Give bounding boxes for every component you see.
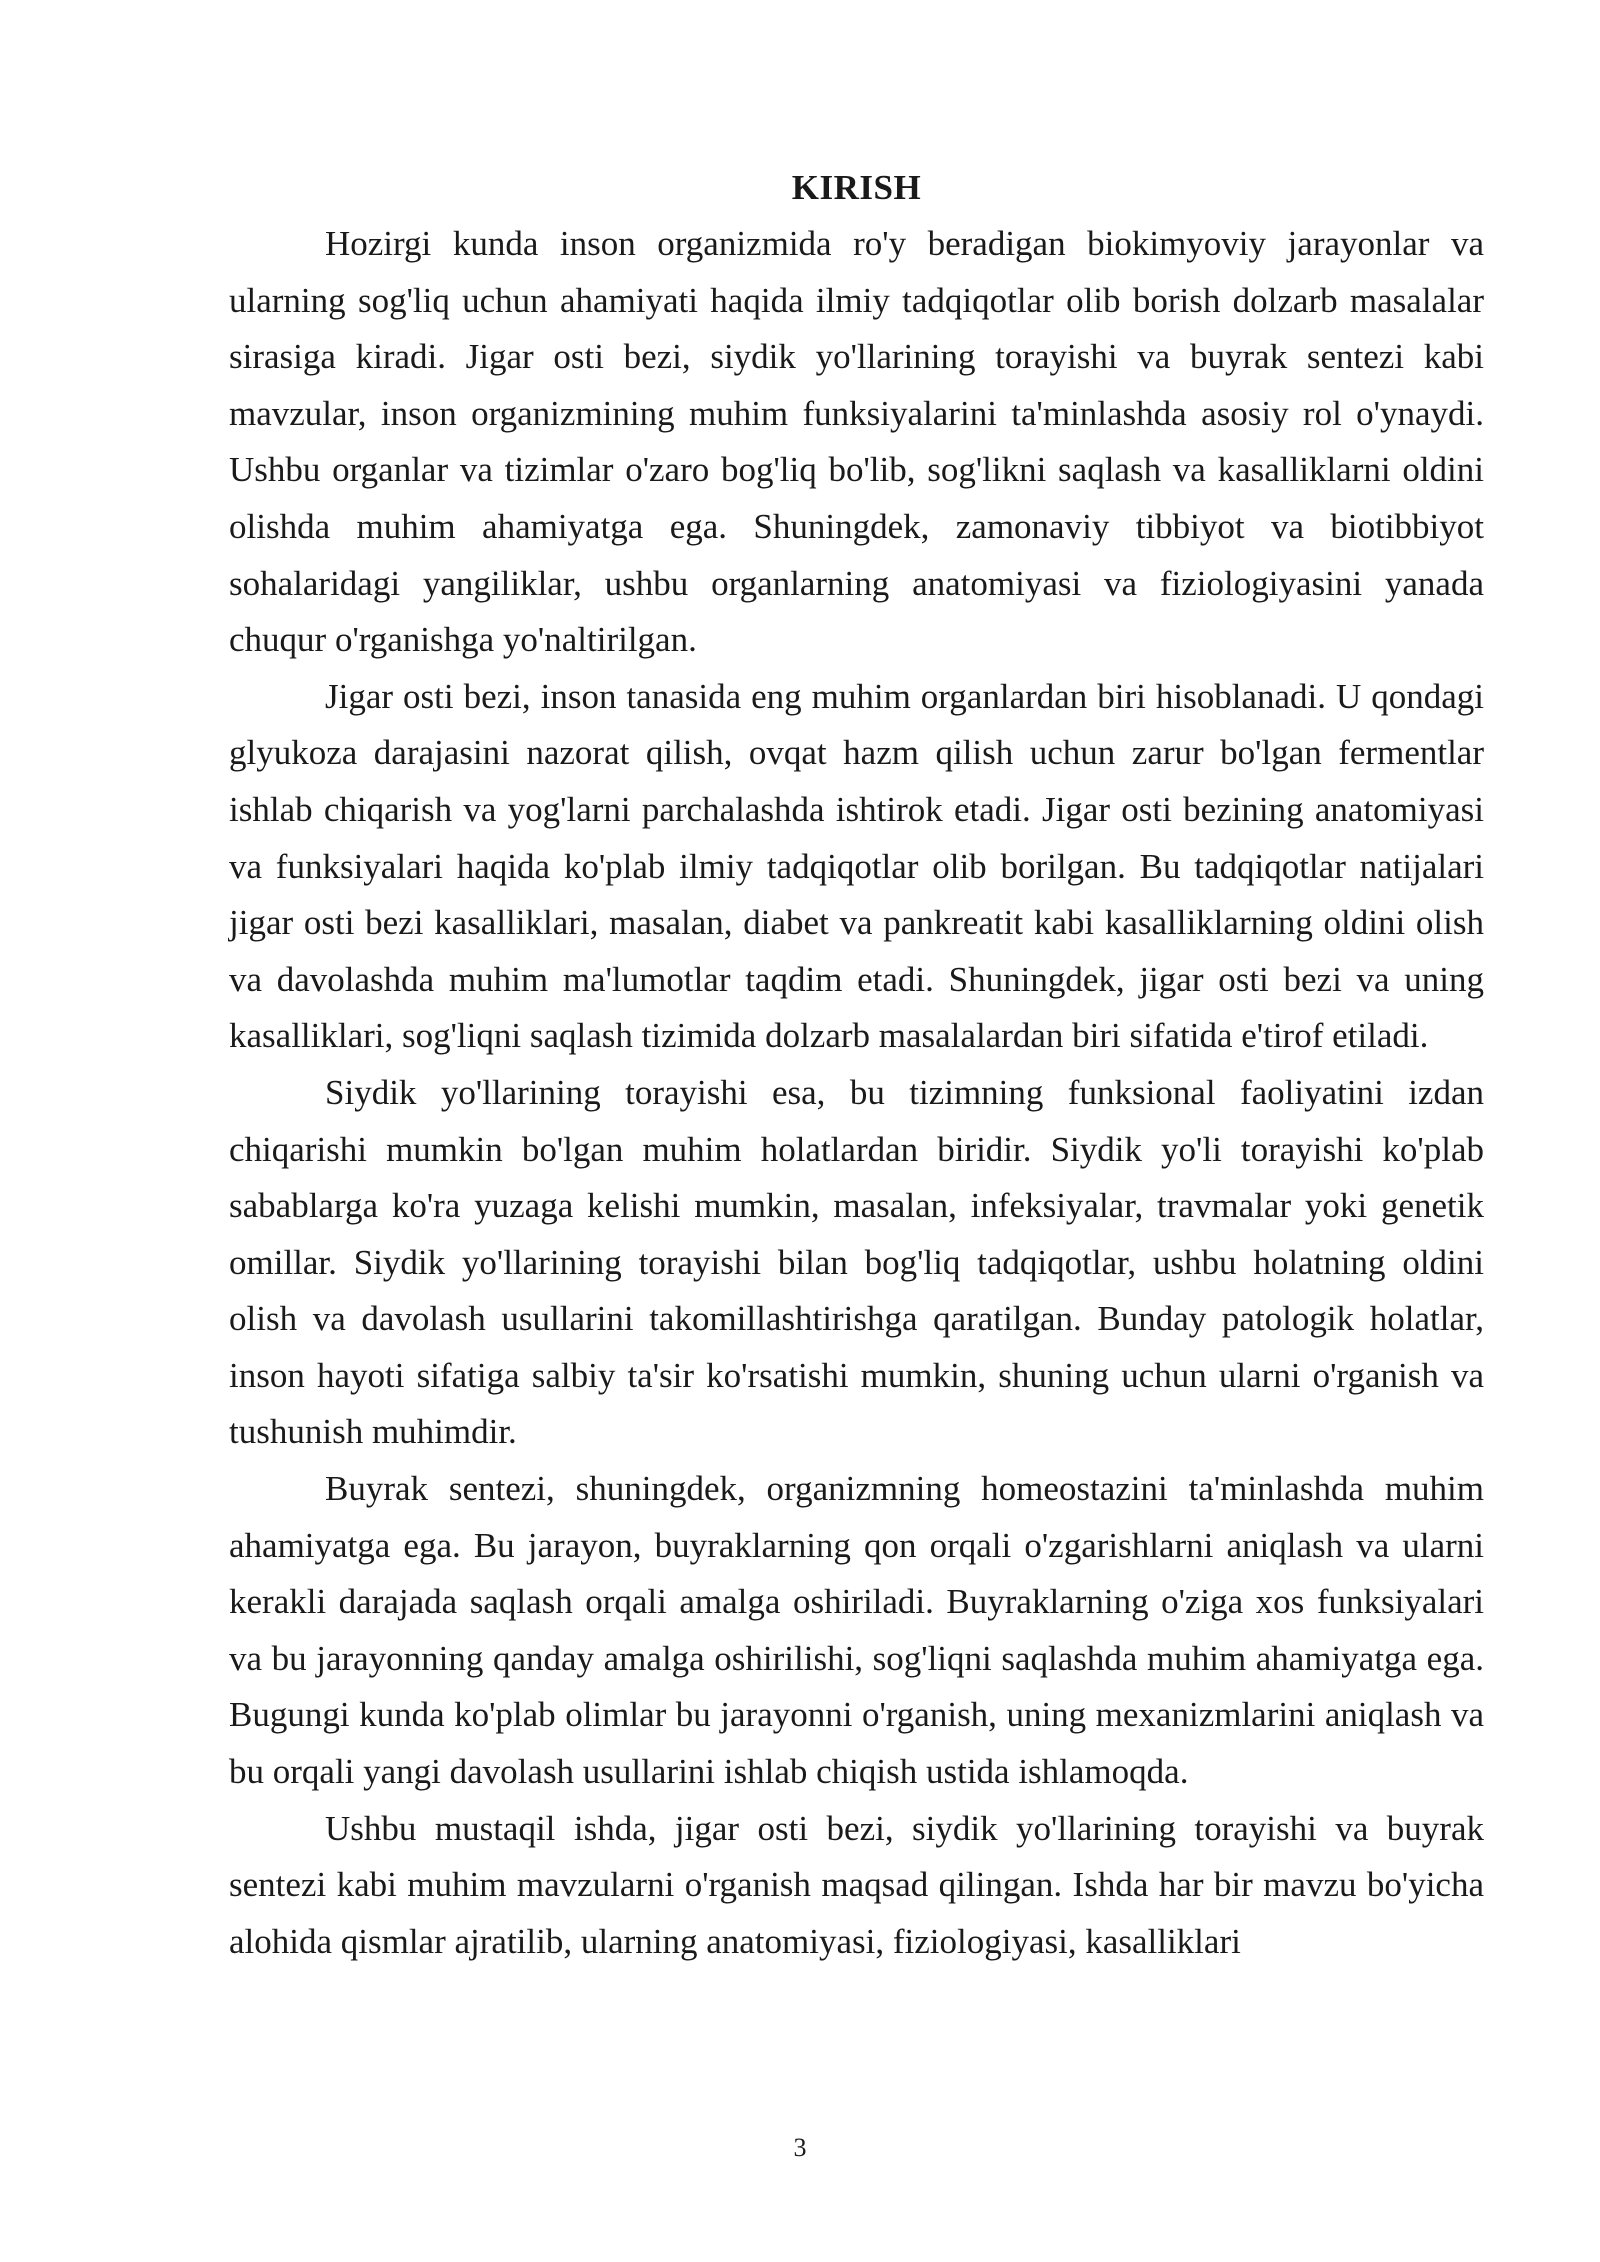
paragraph-3: Siydik yo'llarining torayishi esa, bu tizimning funksional faoliyatini izdan chiqarishi mumkin bo'lgan muhim holatlardan biridir. Siydik yo'li torayishi ko'plab sabablarga ko'ra yuzaga kelishi mumkin, masalan, infeksiyalar, travmalar yoki genetik omillar. Siydik yo'llarining torayishi bilan bog'liq tadqiqotlar, ushbu holatning oldini olish va davolash usullarini takomillashtirishga qaratilgan. Bunday patologik holatlar, inson hayoti sifatiga salbiy ta'sir ko'rsatishi mumkin, shuning uchun ularni o'rganish va tushunish muhimdir. <box>229 1072 1484 1452</box>
paragraph-5: Ushbu mustaqil ishda, jigar osti bezi, siydik yo'llarining torayishi va buyrak sentezi kabi muhim mavzularni o'rganish maqsad qilingan. Ishda har bir mavzu bo'yicha alohida qismlar ajratilib, ularning anatomiyasi, fiziologiyasi, kasalliklari <box>229 1808 1484 1961</box>
section-title: KIRISH <box>791 168 922 207</box>
page-body <box>229 160 1484 1970</box>
paragraph-4: Buyrak sentezi, shuningdek, organizmning homeostazini ta'minlashda muhim ahamiyatga ega. Bu jarayon, buyraklarning qon orqali o'zgarishlarni aniqlash va ularni kerakli darajada saqlash orqali amalga oshiriladi. Buyraklarning o'ziga xos funksiyalari va bu jarayonning qanday amalga oshirilishi, sog'liqni saqlashda muhim ahamiyatga ega. Bugungi kunda ko'plab olimlar bu jarayonni o'rganish, uning mexanizmlarini aniqlash va bu orqali yangi davolash usullarini ishlab chiqish ustida ishlamoqda. <box>229 1469 1484 1792</box>
paragraph-2: Jigar osti bezi, inson tanasida eng muhim organlardan biri hisoblanadi. U qondagi glyukoza darajasini nazorat qilish, ovqat hazm qilish uchun zarur bo'lgan fermentlar ishlab chiqarish va yog'larni parchalashda ishtirok etadi. Jigar osti bezining anatomiyasi va funksiyalari haqida ko'plab ilmiy tadqiqotlar olib borilgan. Bu tadqiqotlar natijalari jigar osti bezi kasalliklari, masalan, diabet va pankreatit kabi kasalliklarning oldini olish va davolashda muhim ma'lumotlar taqdim etadi. Shuningdek, jigar osti bezi va uning kasalliklari, sog'liqni saqlash tizimida dolzarb masalalardan biri sifatida e'tirof etiladi. <box>229 676 1484 1056</box>
paragraph-1: Hozirgi kunda inson organizmida ro'y beradigan biokimyoviy jarayonlar va ularning sog'liq uchun ahamiyati haqida ilmiy tadqiqotlar olib borish dolzarb masalalar sirasiga kiradi. Jigar osti bezi, siydik yo'llarining torayishi va buyrak sentezi kabi mavzular, inson organizmining muhim funksiyalarini ta'minlashda asosiy rol o'ynaydi. Ushbu organlar va tizimlar o'zaro bog'liq bo'lib, sog'likni saqlash va kasalliklarni oldini olishda muhim ahamiyatga ega. Shuningdek, zamonaviy tibbiyot va biotibbiyot sohalaridagi yangiliklar, ushbu organlarning anatomiyasi va fiziologiyasini yanada chuqur o'rganishga yo'naltirilgan. <box>229 224 1484 660</box>
page-number: 3 <box>793 2133 807 2162</box>
